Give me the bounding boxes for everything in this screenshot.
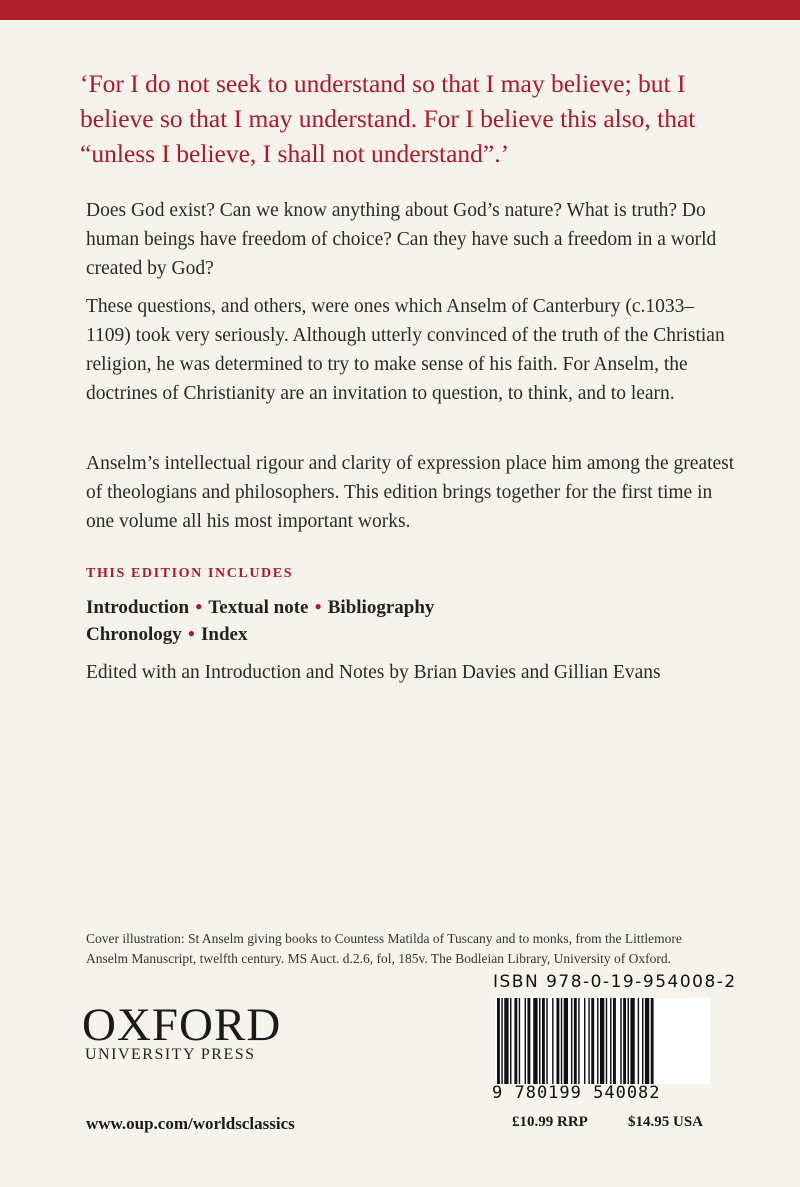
isbn-label: ISBN 978-0-19-954008-2 <box>493 972 737 992</box>
barcode <box>495 998 710 1084</box>
barcode-bar <box>546 998 547 1084</box>
barcode-bar <box>597 998 598 1084</box>
barcode-bar <box>623 998 626 1084</box>
barcode-bar <box>578 998 579 1084</box>
barcode-bar <box>610 998 611 1084</box>
includes-heading: THIS EDITION INCLUDES <box>86 566 294 581</box>
barcode-bar <box>504 998 508 1084</box>
barcode-bar <box>620 998 621 1084</box>
barcode-bar <box>613 998 616 1084</box>
include-item-chronology: Chronology <box>86 624 182 645</box>
cover-illustration-credit: Cover illustration: St Anselm giving books to Countess Matilda of Tuscany and to monks, from the Littlemore Anselm Manuscript, twelfth century. MS Auct. d.2.6, fol, 185v. The Bodleian Library, University of Oxford. <box>86 931 682 966</box>
barcode-bar <box>651 998 654 1084</box>
barcode-bar <box>510 998 511 1084</box>
barcode-bar <box>571 998 572 1084</box>
barcode-bar <box>552 998 553 1084</box>
barcode-bar <box>638 998 639 1084</box>
barcode-bar <box>564 998 568 1084</box>
barcode-bar <box>584 998 585 1084</box>
barcode-bar <box>642 998 643 1084</box>
epigraph-quote: ‘For I do not seek to understand so that I may believe; but I believe so that I may understand. For I believe this also, that “unless I believe, I shall not understand”.’ <box>80 69 696 168</box>
include-item-index: Index <box>200 624 248 645</box>
publisher-website: www.oup.com/worldsclassics <box>86 1114 295 1133</box>
barcode-bar <box>514 998 517 1084</box>
barcode-digits: 9 780199 540082 <box>492 1083 661 1103</box>
barcode-bar <box>588 998 589 1084</box>
barcode-bar <box>539 998 540 1084</box>
barcode-bar <box>519 998 520 1084</box>
barcode-bar <box>630 998 634 1084</box>
barcode-bar <box>645 998 649 1084</box>
bullet-icon: ● <box>195 599 203 613</box>
top-red-band <box>0 0 800 20</box>
blurb-paragraph-3: Anselm’s intellectual rigour and clarity of expression place him among the greatest of theologians and philosophers. This edition brings together for the first time in one volume all his most important works. <box>86 453 735 532</box>
blurb-paragraph-1: Does God exist? Can we know anything about God’s nature? What is truth? Do human beings have freedom of choice? Can they have such a freedom in a world created by God? <box>86 200 717 279</box>
barcode-bar <box>525 998 526 1084</box>
barcode-bar <box>561 998 562 1084</box>
barcode-bar <box>556 998 559 1084</box>
barcode-bar <box>591 998 594 1084</box>
include-item-bibliography: Bibliography <box>327 597 435 618</box>
price-us: $14.95 USA <box>628 1114 704 1130</box>
publisher-subtitle: UNIVERSITY PRESS <box>85 1046 256 1063</box>
include-item-textual-note: Textual note <box>208 597 309 618</box>
blurb-paragraph-2: These questions, and others, were ones which Anselm of Canterbury (c.1033–1109) took very seriously. Although utterly convinced of the truth of the Christian religion, he was determined to try to make sense of his faith. For Anselm, the doctrines of Christianity are an invitation to question, to think, and to learn. <box>86 296 725 404</box>
includes-line-1 <box>86 597 434 619</box>
includes-line-2 <box>86 624 247 646</box>
barcode-bar <box>542 998 545 1084</box>
publisher-logo: OXFORD <box>82 999 282 1051</box>
price-uk: £10.99 RRP <box>512 1114 588 1130</box>
barcode-bar <box>606 998 607 1084</box>
include-item-introduction: Introduction <box>86 597 190 618</box>
barcode-bar <box>600 998 604 1084</box>
barcode-bar <box>574 998 577 1084</box>
barcode-bar <box>501 998 502 1084</box>
bullet-icon: ● <box>314 599 322 613</box>
barcode-bar <box>628 998 629 1084</box>
bullet-icon: ● <box>187 626 195 640</box>
editors-credit: Edited with an Introduction and Notes by Brian Davies and Gillian Evans <box>86 662 661 683</box>
barcode-bar <box>533 998 537 1084</box>
barcode-bar <box>497 998 500 1084</box>
barcode-bar <box>527 998 530 1084</box>
